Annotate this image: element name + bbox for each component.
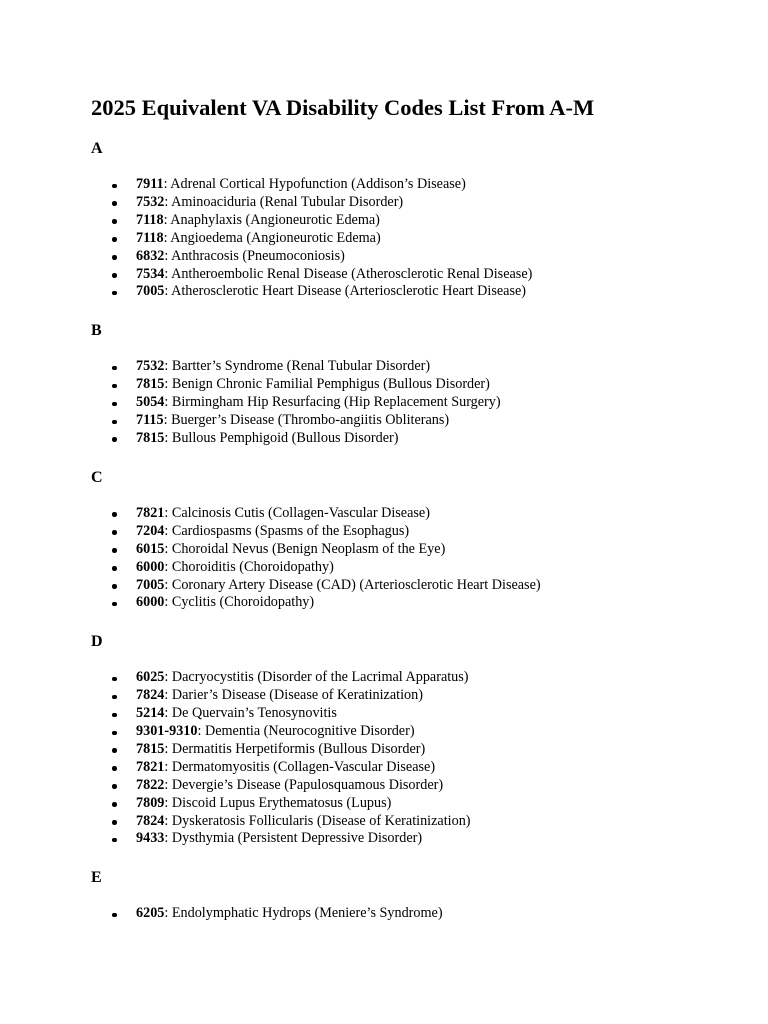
condition-description: : Dacryocystitis (Disorder of the Lacrimal Apparatus) <box>164 669 469 686</box>
section-c <box>91 468 731 612</box>
list-item <box>91 266 731 284</box>
diagnostic-code: 7911 <box>136 176 164 192</box>
list-item <box>91 176 731 194</box>
diagnostic-code: 7821 <box>136 504 165 521</box>
diagnostic-code: 7815 <box>136 376 165 393</box>
condition-description: : Birmingham Hip Resurfacing (Hip Replacement Surgery) <box>164 394 501 411</box>
list-item <box>91 813 731 831</box>
code-list <box>91 905 731 923</box>
list-item <box>91 723 731 741</box>
condition-description: : Bullous Pemphigoid (Bullous Disorder) <box>164 429 399 446</box>
list-item <box>91 358 731 376</box>
diagnostic-code: 7824 <box>136 687 165 704</box>
code-list <box>91 505 731 612</box>
diagnostic-code: 5054 <box>136 394 165 411</box>
list-item <box>91 212 731 230</box>
sections-container <box>91 139 731 923</box>
diagnostic-code: 6000 <box>136 594 165 611</box>
condition-description: : Dementia (Neurocognitive Disorder) <box>197 723 415 740</box>
diagnostic-code: 7005 <box>136 283 165 300</box>
section-heading: A <box>91 140 103 157</box>
section-b <box>91 321 731 448</box>
list-item <box>91 777 731 795</box>
condition-description: : Antheroembolic Renal Disease (Atherosclerotic Renal Disease) <box>164 265 533 282</box>
condition-description: : Buerger’s Disease (Thrombo-angiitis Obliterans) <box>163 412 450 429</box>
section-heading: B <box>91 322 102 340</box>
list-item <box>91 594 731 612</box>
diagnostic-code: 7822 <box>136 776 165 793</box>
list-item <box>91 830 731 848</box>
diagnostic-code: 7809 <box>136 794 165 811</box>
list-item <box>91 394 731 412</box>
list-item <box>91 412 731 430</box>
diagnostic-code: 6025 <box>136 669 165 686</box>
diagnostic-code: 7824 <box>136 812 165 829</box>
condition-description: : Coronary Artery Disease (CAD) (Arteriosclerotic Heart Disease) <box>164 576 541 593</box>
condition-description: : Adrenal Cortical Hypofunction (Addison’s Disease) <box>163 176 466 192</box>
condition-description: : Anaphylaxis (Angioneurotic Edema) <box>163 211 380 228</box>
list-item <box>91 795 731 813</box>
code-list <box>91 358 731 448</box>
list-item <box>91 905 731 923</box>
condition-description: : Discoid Lupus Erythematosus (Lupus) <box>164 794 392 811</box>
condition-description: : Atherosclerotic Heart Disease (Arteriosclerotic Heart Disease) <box>164 283 526 300</box>
condition-description: : Anthracosis (Pneumoconiosis) <box>164 247 345 264</box>
diagnostic-code: 7821 <box>136 758 165 775</box>
list-item <box>91 669 731 687</box>
diagnostic-code: 7534 <box>136 265 165 282</box>
list-item <box>91 541 731 559</box>
diagnostic-code: 6205 <box>136 905 165 922</box>
diagnostic-code: 6832 <box>136 247 165 264</box>
list-item <box>91 687 731 705</box>
diagnostic-code: 7815 <box>136 740 165 757</box>
list-item <box>91 705 731 723</box>
diagnostic-code: 7118 <box>136 229 164 246</box>
condition-description: : Benign Chronic Familial Pemphigus (Bullous Disorder) <box>164 376 490 393</box>
condition-description: : Bartter’s Syndrome (Renal Tubular Disorder) <box>164 358 431 375</box>
condition-description: : Choroidal Nevus (Benign Neoplasm of the Eye) <box>164 540 446 557</box>
list-item <box>91 230 731 248</box>
condition-description: : Dermatomyositis (Collagen-Vascular Disease) <box>164 758 436 775</box>
list-item <box>91 505 731 523</box>
condition-description: : Cardiospasms (Spasms of the Esophagus) <box>164 522 410 539</box>
section-d <box>91 632 731 848</box>
condition-description: : Calcinosis Cutis (Collagen-Vascular Disease) <box>164 504 430 521</box>
list-item <box>91 283 731 301</box>
condition-description: : Aminoaciduria (Renal Tubular Disorder) <box>164 193 404 210</box>
condition-description: : Darier’s Disease (Disease of Keratinization) <box>164 687 423 704</box>
condition-description: : Dyskeratosis Follicularis (Disease of Keratinization) <box>164 812 471 829</box>
list-item <box>91 194 731 212</box>
diagnostic-code: 7204 <box>136 522 165 539</box>
condition-description: : De Quervain’s Tenosynovitis <box>164 705 337 722</box>
diagnostic-code: 5214 <box>136 705 165 722</box>
list-item <box>91 248 731 266</box>
diagnostic-code: 7115 <box>136 412 164 429</box>
list-item <box>91 559 731 577</box>
list-item <box>91 577 731 595</box>
condition-description: : Devergie’s Disease (Papulosquamous Disorder) <box>164 776 444 793</box>
diagnostic-code: 7118 <box>136 211 164 228</box>
diagnostic-code: 7532 <box>136 358 165 375</box>
page-title: 2025 Equivalent VA Disability Codes List From A-M <box>91 95 595 120</box>
section-heading: E <box>91 869 102 887</box>
diagnostic-code: 9301-9310 <box>136 723 198 740</box>
code-list <box>91 176 731 301</box>
document-page <box>91 94 731 923</box>
section-e <box>91 868 731 923</box>
condition-description: : Endolymphatic Hydrops (Meniere’s Syndrome) <box>164 905 443 922</box>
section-heading: D <box>91 633 103 651</box>
condition-description: : Cyclitis (Choroidopathy) <box>164 594 315 611</box>
diagnostic-code: 7532 <box>136 193 165 210</box>
diagnostic-code: 6015 <box>136 540 165 557</box>
code-list <box>91 669 731 848</box>
diagnostic-code: 6000 <box>136 558 165 575</box>
list-item <box>91 376 731 394</box>
condition-description: : Dermatitis Herpetiformis (Bullous Disorder) <box>164 740 426 757</box>
diagnostic-code: 7005 <box>136 576 165 593</box>
section-a <box>91 139 731 301</box>
diagnostic-code: 7815 <box>136 429 165 446</box>
list-item <box>91 430 731 448</box>
list-item <box>91 741 731 759</box>
condition-description: : Choroiditis (Choroidopathy) <box>164 558 334 575</box>
list-item <box>91 523 731 541</box>
diagnostic-code: 9433 <box>136 830 165 847</box>
condition-description: : Angioedema (Angioneurotic Edema) <box>163 229 381 246</box>
list-item <box>91 759 731 777</box>
section-heading: C <box>91 468 103 486</box>
condition-description: : Dysthymia (Persistent Depressive Disorder) <box>164 830 423 847</box>
